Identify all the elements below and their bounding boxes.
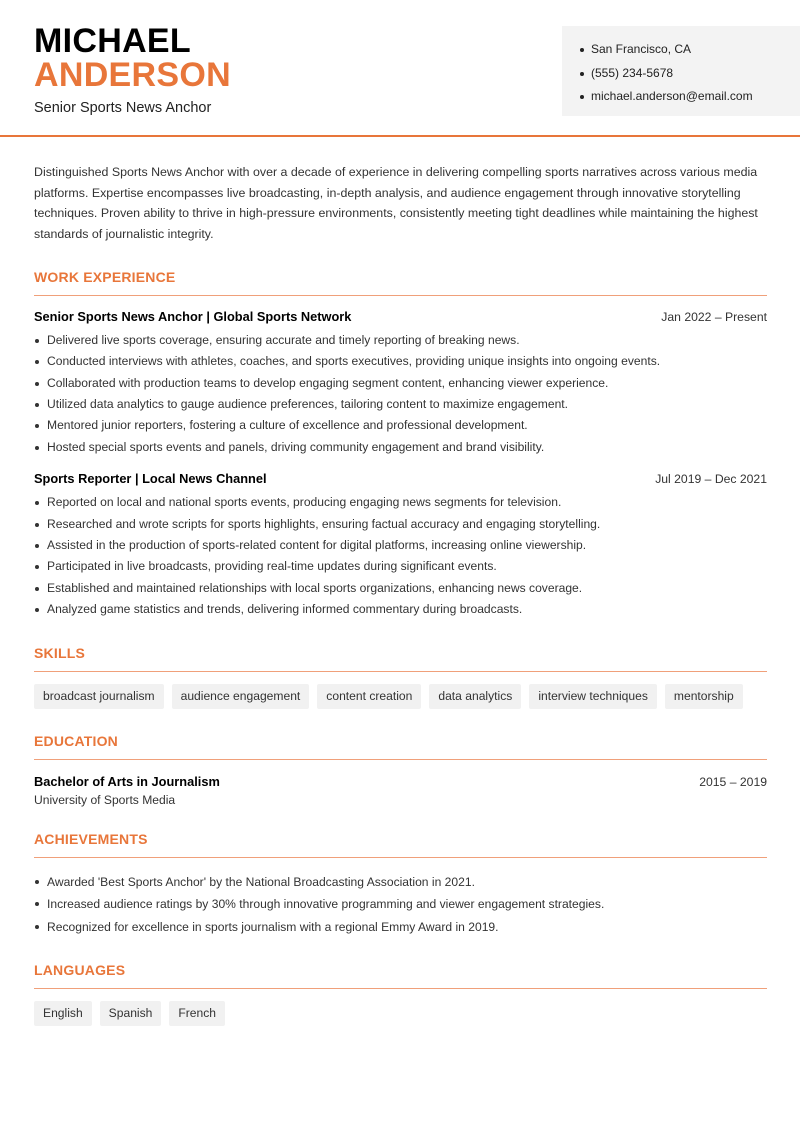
job-title: Senior Sports News Anchor: [34, 100, 212, 116]
resume-header: [0, 0, 800, 137]
contact-location: San Francisco, CA: [580, 38, 800, 62]
list-item: Reported on local and national sports events, producing engaging news segments for television.: [34, 492, 767, 513]
skill-tag: content creation: [317, 684, 421, 709]
job-dates: Jul 2019 – Dec 2021: [655, 472, 767, 487]
section-title-work: WORK EXPERIENCE: [34, 269, 767, 296]
language-tag: English: [34, 1001, 92, 1026]
skill-tag: broadcast journalism: [34, 684, 164, 709]
last-name: ANDERSON: [34, 56, 231, 94]
job-entry: [34, 309, 767, 458]
job-role: Sports Reporter | Local News Channel: [34, 471, 267, 487]
list-item: Analyzed game statistics and trends, delivering informed commentary during broadcasts.: [34, 599, 767, 620]
skill-tag: interview techniques: [529, 684, 657, 709]
first-name: MICHAEL: [34, 22, 191, 60]
skill-tag: audience engagement: [172, 684, 310, 709]
skill-tag: data analytics: [429, 684, 521, 709]
section-title-education: EDUCATION: [34, 733, 767, 760]
list-item: Researched and wrote scripts for sports highlights, ensuring factual accuracy and engaging storytelling.: [34, 514, 767, 535]
list-item: Conducted interviews with athletes, coaches, and sports executives, providing unique insights into ongoing events.: [34, 351, 767, 372]
languages-list: [34, 1001, 767, 1026]
list-item: Utilized data analytics to gauge audience preferences, tailoring content to maximize engagement.: [34, 394, 767, 415]
achievements-list: [34, 871, 767, 939]
resume-body: [34, 162, 767, 1026]
contact-phone: (555) 234-5678: [580, 62, 800, 86]
language-tag: French: [169, 1001, 225, 1026]
list-item: Delivered live sports coverage, ensuring accurate and timely reporting of breaking news.: [34, 330, 767, 351]
list-item: Mentored junior reporters, fostering a culture of excellence and professional development.: [34, 415, 767, 436]
list-item: Awarded 'Best Sports Anchor' by the National Broadcasting Association in 2021.: [34, 871, 767, 894]
skill-tag: mentorship: [665, 684, 743, 709]
skills-list: [34, 684, 767, 709]
language-tag: Spanish: [100, 1001, 162, 1026]
list-item: Participated in live broadcasts, providing real-time updates during significant events.: [34, 556, 767, 577]
list-item: Collaborated with production teams to develop engaging segment content, enhancing viewer experience.: [34, 373, 767, 394]
degree: Bachelor of Arts in Journalism: [34, 773, 220, 789]
job-bullets: [34, 330, 767, 458]
job-dates: Jan 2022 – Present: [661, 309, 767, 324]
education-dates: 2015 – 2019: [699, 774, 767, 789]
summary: Distinguished Sports News Anchor with over a decade of experience in delivering compelling sports narratives across various media platforms. Expertise encompasses live broadcasting, in-depth analysis, and audience engagement through innovative storytelling techniques. Proven ability to thrive in high-pressure environments, consistently meeting tight deadlines while maintaining the highest standards of journalistic integrity.: [34, 165, 758, 242]
list-item: Recognized for excellence in sports journalism with a regional Emmy Award in 2019.: [34, 916, 767, 939]
list-item: Hosted special sports events and panels, driving community engagement and brand visibility.: [34, 437, 767, 458]
section-title-achievements: ACHIEVEMENTS: [34, 831, 767, 858]
job-entry: [34, 471, 767, 620]
job-bullets: [34, 492, 767, 620]
section-title-languages: LANGUAGES: [34, 962, 767, 989]
section-title-skills: SKILLS: [34, 645, 767, 672]
education-entry: [34, 774, 767, 807]
contact-email[interactable]: michael.anderson@email.com: [580, 85, 800, 109]
job-role: Senior Sports News Anchor | Global Sports Network: [34, 308, 352, 324]
list-item: Established and maintained relationships with local sports organizations, enhancing news coverage.: [34, 578, 767, 599]
school: University of Sports Media: [34, 792, 176, 807]
list-item: Increased audience ratings by 30% through innovative programming and viewer engagement strategies.: [34, 893, 767, 916]
list-item: Assisted in the production of sports-related content for digital platforms, increasing online viewership.: [34, 535, 767, 556]
contact-box: [562, 26, 800, 116]
